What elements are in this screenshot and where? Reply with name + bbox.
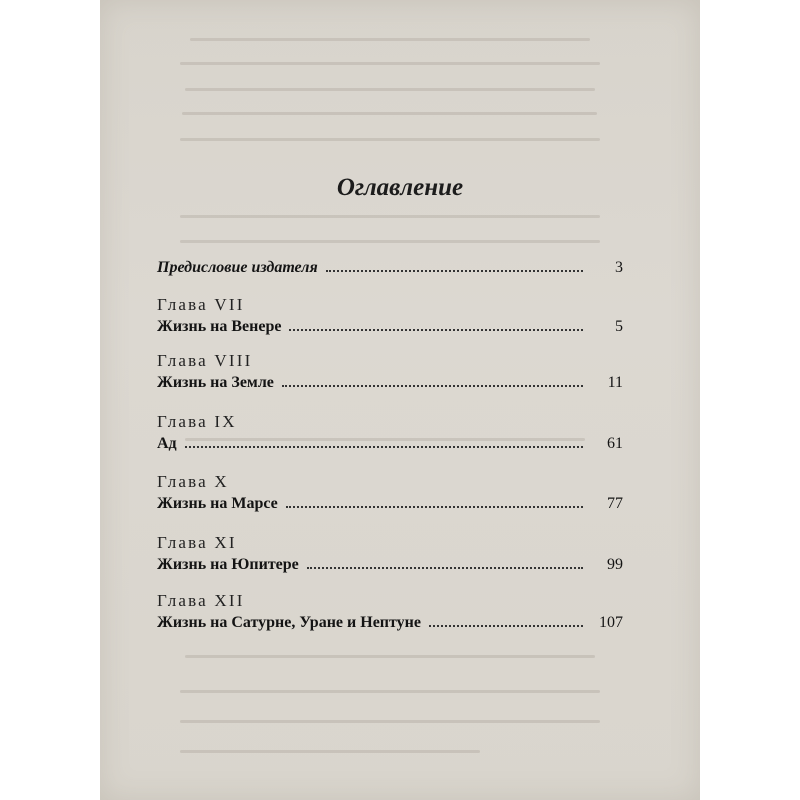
- dot-leader: [282, 385, 583, 387]
- chapter-heading: Глава XI: [157, 533, 237, 552]
- toc-page-number: 107: [599, 614, 623, 631]
- toc-entry-chapter-11: [157, 532, 623, 576]
- toc-page-number: 99: [607, 556, 623, 573]
- dot-leader: [326, 270, 583, 272]
- dot-leader: [429, 625, 583, 627]
- dot-leader: [289, 329, 583, 331]
- toc-entry-chapter-10: [157, 471, 623, 515]
- toc-page-number: 3: [615, 259, 623, 276]
- chapter-title: Жизнь на Земле: [157, 374, 274, 391]
- chapter-title: Ад: [157, 435, 177, 452]
- toc-entry-chapter-7: [157, 294, 623, 338]
- toc-row: [157, 612, 623, 634]
- toc-row: [157, 493, 623, 515]
- chapter-heading: Глава IX: [157, 412, 237, 431]
- toc-page-number: 11: [607, 374, 623, 391]
- toc-entry-label: Предисловие издателя: [157, 259, 318, 276]
- toc-entry-chapter-8: [157, 350, 623, 394]
- dot-leader: [185, 446, 583, 448]
- chapter-title: Жизнь на Сатурне, Уране и Нептуне: [157, 614, 421, 631]
- toc-entry-chapter-12: [157, 590, 623, 634]
- toc-page-number: 61: [607, 435, 623, 452]
- chapter-title: Жизнь на Марсе: [157, 495, 278, 512]
- dot-leader: [286, 506, 583, 508]
- book-page: [100, 0, 700, 800]
- chapter-heading: Глава XII: [157, 591, 245, 610]
- dot-leader: [307, 567, 583, 569]
- toc-entry-chapter-9: [157, 411, 623, 455]
- toc-row: [157, 372, 623, 394]
- toc-page-number: 5: [615, 318, 623, 335]
- toc-page-number: 77: [607, 495, 623, 512]
- chapter-heading: Глава X: [157, 472, 229, 491]
- toc-row: [157, 316, 623, 338]
- chapter-heading: Глава VIII: [157, 351, 253, 370]
- chapter-title: Жизнь на Юпитере: [157, 556, 299, 573]
- toc-row: [157, 433, 623, 455]
- toc-title: Оглавление: [336, 174, 464, 201]
- chapter-title: Жизнь на Венере: [157, 318, 282, 335]
- toc-row: [157, 257, 623, 279]
- toc-row: [157, 554, 623, 576]
- chapter-heading: Глава VII: [157, 295, 245, 314]
- toc-entry-preface: [157, 257, 623, 279]
